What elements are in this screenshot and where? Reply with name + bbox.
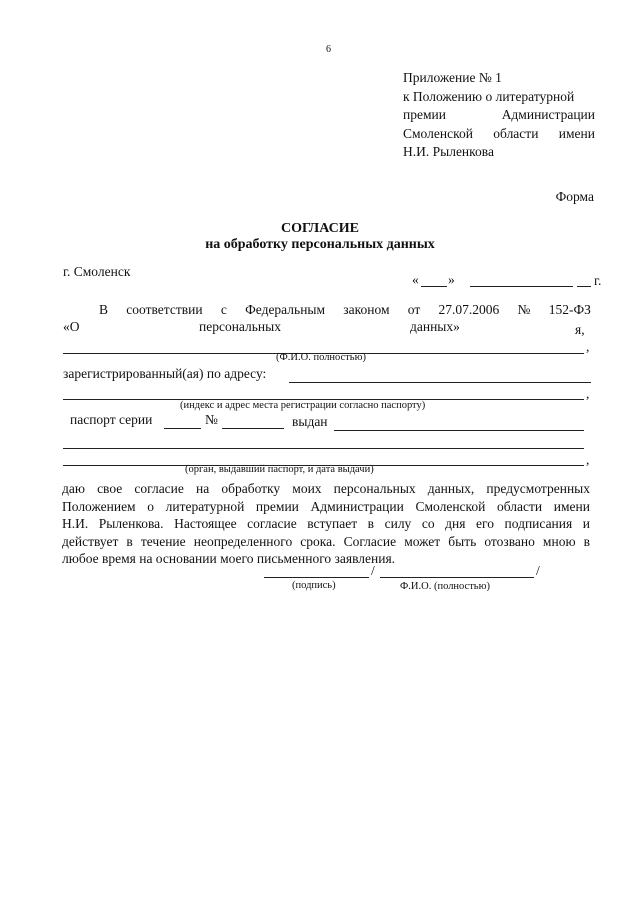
appendix-line-text: Н.И. Рыленкова <box>403 144 494 159</box>
date-month-field[interactable] <box>470 286 573 287</box>
appendix-line <box>403 69 595 88</box>
intro-word: законом <box>343 302 390 317</box>
caption-signature: (подпись) <box>292 580 336 591</box>
date-year-suffix: г. <box>594 273 602 288</box>
caption-address: (индекс и адрес места регистрации согласно паспорту) <box>180 400 426 411</box>
signature-field[interactable] <box>264 577 369 578</box>
signature-fio-field[interactable] <box>380 577 534 578</box>
document-title: СОГЛАСИЕ <box>281 221 359 236</box>
consent-line: даю свое согласие на обработку моих персональных данных, предусмотренных <box>62 481 590 496</box>
appendix-line <box>403 106 595 125</box>
appendix-header <box>403 69 595 162</box>
intro-word: от <box>407 302 421 317</box>
intro-word: 27.07.2006 <box>438 302 500 317</box>
consent-line: действует в течение неопределенного срока. Согласие может быть отозвано мною в <box>62 533 590 549</box>
address-comma: , <box>586 386 590 401</box>
intro-word: персональных <box>199 319 281 334</box>
intro-word: с <box>220 302 227 317</box>
intro-word: Федеральным <box>245 302 326 317</box>
consent-line: Н.И. Рыленкова. Настоящее согласие вступает в силу со дня его подписания и <box>62 516 590 531</box>
form-label: Форма <box>555 189 594 204</box>
appendix-line-text: к Положению о литературной <box>403 88 575 104</box>
issued-by-field[interactable] <box>334 430 584 431</box>
passport-number-field[interactable] <box>222 428 284 429</box>
intro-line-1 <box>99 302 591 318</box>
consent-paragraph <box>62 480 590 568</box>
issuer-comma: , <box>586 452 590 467</box>
appendix-line-text: Смоленской области имени <box>403 125 595 141</box>
intro-word: я, <box>575 322 585 337</box>
date-day-field[interactable] <box>421 286 447 287</box>
intro-word: «О <box>63 319 80 334</box>
address-input-line-1[interactable] <box>289 382 591 383</box>
city-label: г. Смоленск <box>63 264 131 279</box>
page-number: 6 <box>326 44 331 55</box>
issued-label: выдан <box>292 414 328 429</box>
date-year-field[interactable] <box>577 286 591 287</box>
slash-2: / <box>536 563 540 578</box>
intro-word: В <box>99 302 109 317</box>
appendix-line <box>403 88 595 107</box>
caption-fio: (Ф.И.О. полностью) <box>276 352 366 363</box>
intro-word: 152-ФЗ <box>548 302 591 317</box>
consent-line: любое время на основании моего письменного заявления. <box>62 551 396 566</box>
intro-word: соответствии <box>126 302 203 317</box>
fio-comma: , <box>586 339 590 354</box>
appendix-line-text: премии <box>403 107 446 122</box>
appendix-line-text: Администрации <box>501 107 595 122</box>
date-close-quote: » <box>448 272 455 287</box>
passport-number-label: № <box>205 412 218 427</box>
passport-series-label: паспорт серии <box>70 412 153 427</box>
passport-series-field[interactable] <box>164 428 201 429</box>
appendix-line <box>403 143 595 162</box>
consent-line: Положением о литературной премии Администрации Смоленской области имени <box>62 498 590 514</box>
slash-1: / <box>371 563 375 578</box>
appendix-line <box>403 125 595 144</box>
caption-fio-full: Ф.И.О. (полностью) <box>400 581 490 592</box>
intro-word: данных» <box>410 319 460 334</box>
intro-word: № <box>517 302 531 317</box>
registered-label: зарегистрированный(ая) по адресу: <box>63 366 267 381</box>
document-subtitle: на обработку персональных данных <box>205 237 435 252</box>
caption-issuer: (орган, выдавший паспорт, и дата выдачи) <box>185 464 374 475</box>
appendix-line-text: Приложение № 1 <box>403 70 502 85</box>
issuer-input-line-1[interactable] <box>63 448 584 449</box>
date-open-quote: « <box>412 272 419 287</box>
